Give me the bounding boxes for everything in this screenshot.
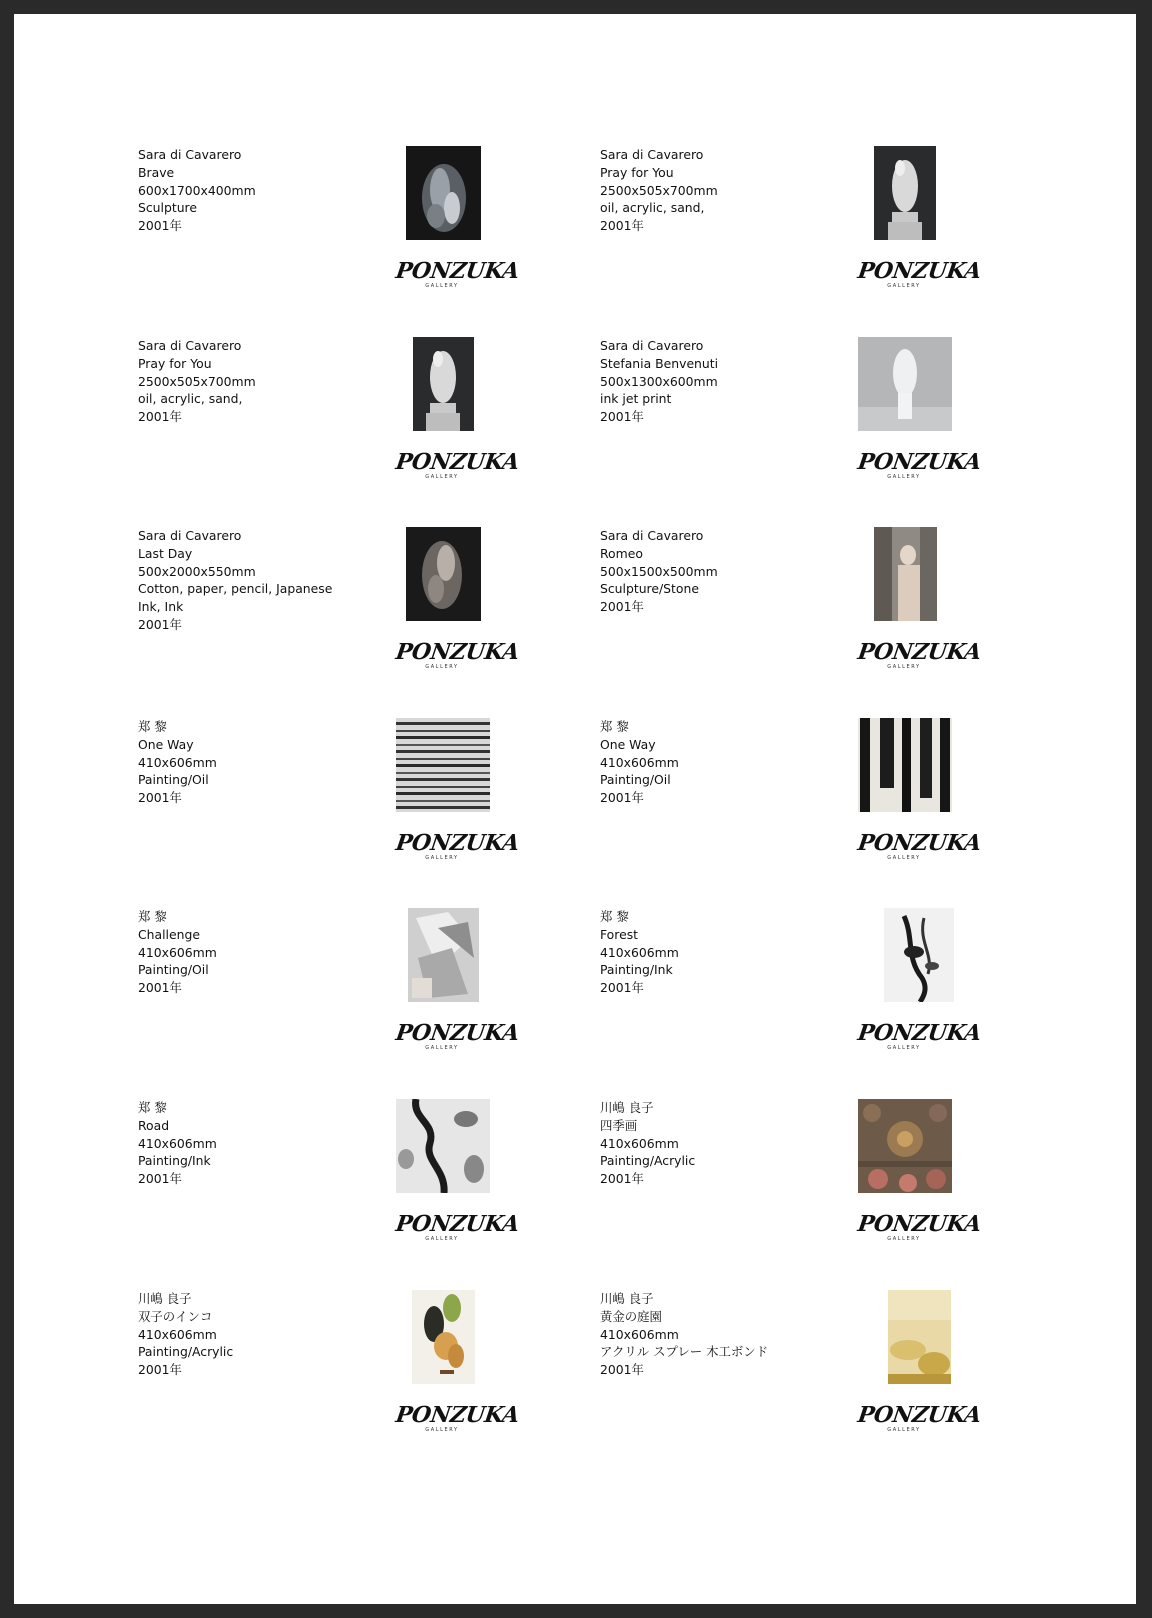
gallery-logo: PONZUKA GALLERY xyxy=(856,830,983,861)
artwork-title: Forest xyxy=(600,926,639,942)
artwork-card xyxy=(138,146,600,306)
artist-name: Sara di Cavarero xyxy=(138,528,242,543)
artwork-year: 2001年 xyxy=(600,1362,644,1378)
artwork-size: 410x606mm xyxy=(600,1326,679,1342)
artwork-size: 2500x505x700mm xyxy=(600,182,718,198)
artwork-medium: Painting/Oil xyxy=(138,962,209,978)
artwork-thumbnail[interactable] xyxy=(874,146,936,240)
artwork-medium: Painting/Acrylic xyxy=(600,1153,696,1169)
artwork-info xyxy=(138,718,338,807)
artwork-card xyxy=(600,146,1062,306)
artwork-title: Pray for You xyxy=(600,164,674,180)
artist-name: Sara di Cavarero xyxy=(138,338,242,353)
artist-name: 郑 黎 xyxy=(600,909,629,924)
artwork-year: 2001年 xyxy=(138,409,182,425)
artwork-card xyxy=(600,527,1062,687)
artwork-thumbnail[interactable] xyxy=(396,718,490,812)
gallery-logo: PONZUKA GALLERY xyxy=(394,639,521,670)
artwork-title: 四季画 xyxy=(600,1117,638,1133)
artist-name: 郑 黎 xyxy=(138,909,167,924)
artist-name: 郑 黎 xyxy=(600,719,629,734)
artwork-info xyxy=(600,146,800,235)
artwork-year: 2001年 xyxy=(600,790,644,806)
artwork-title: Challenge xyxy=(138,926,200,942)
artwork-info xyxy=(138,527,338,634)
gallery-logo: PONZUKA GALLERY xyxy=(856,449,983,480)
artwork-card xyxy=(138,1290,600,1450)
artwork-year: 2001年 xyxy=(138,1362,182,1378)
artwork-info xyxy=(600,718,800,807)
artwork-medium: oil, acrylic, sand, xyxy=(600,200,705,216)
artwork-title: 双子のインコ xyxy=(138,1308,213,1324)
artwork-medium: oil, acrylic, sand, xyxy=(138,391,243,407)
gallery-logo: PONZUKA GALLERY xyxy=(856,1402,983,1433)
artwork-title: Stefania Benvenuti xyxy=(600,355,719,371)
artwork-medium: ink jet print xyxy=(600,391,672,407)
artwork-size: 600x1700x400mm xyxy=(138,182,256,198)
gallery-logo: PONZUKA GALLERY xyxy=(394,449,521,480)
artwork-card xyxy=(600,337,1062,497)
artwork-card xyxy=(138,1099,600,1259)
artwork-size: 410x606mm xyxy=(600,1135,679,1151)
artwork-medium: Sculpture/Stone xyxy=(600,581,699,597)
artwork-card xyxy=(600,1099,1062,1259)
artist-name: 郑 黎 xyxy=(138,719,167,734)
artwork-thumbnail[interactable] xyxy=(396,1099,490,1193)
artwork-title: One Way xyxy=(600,736,656,752)
artwork-thumbnail[interactable] xyxy=(406,527,481,621)
artwork-title: One Way xyxy=(138,736,194,752)
gallery-logo: PONZUKA GALLERY xyxy=(394,1402,521,1433)
artwork-size: 2500x505x700mm xyxy=(138,373,256,389)
artwork-info xyxy=(138,1099,338,1188)
artwork-medium: Painting/Ink xyxy=(138,1153,211,1169)
artwork-year: 2001年 xyxy=(138,1171,182,1187)
gallery-logo: PONZUKA GALLERY xyxy=(394,1211,521,1242)
artist-name: Sara di Cavarero xyxy=(138,147,242,162)
artwork-year: 2001年 xyxy=(138,218,182,234)
gallery-logo: PONZUKA GALLERY xyxy=(856,1020,983,1051)
artwork-year: 2001年 xyxy=(600,1171,644,1187)
artwork-thumbnail[interactable] xyxy=(858,337,952,431)
gallery-logo: PONZUKA GALLERY xyxy=(856,258,983,289)
artist-name: 川嶋 良子 xyxy=(600,1291,654,1306)
artwork-info xyxy=(600,1290,800,1379)
artwork-medium: Painting/Acrylic xyxy=(138,1344,234,1360)
artwork-size: 410x606mm xyxy=(600,944,679,960)
artwork-title: 黄金の庭園 xyxy=(600,1308,662,1324)
artwork-info xyxy=(138,146,338,235)
artwork-thumbnail[interactable] xyxy=(884,908,954,1002)
artwork-card xyxy=(600,718,1062,878)
artwork-thumbnail[interactable] xyxy=(412,1290,475,1384)
gallery-logo: PONZUKA GALLERY xyxy=(394,1020,521,1051)
gallery-logo: PONZUKA GALLERY xyxy=(856,1211,983,1242)
gallery-logo: PONZUKA GALLERY xyxy=(856,639,983,670)
artwork-card xyxy=(600,908,1062,1068)
artwork-year: 2001年 xyxy=(600,218,644,234)
artwork-year: 2001年 xyxy=(138,980,182,996)
artwork-size: 410x606mm xyxy=(138,1135,217,1151)
artist-name: 川嶋 良子 xyxy=(138,1291,192,1306)
artwork-card xyxy=(138,908,600,1068)
artwork-title: Road xyxy=(138,1117,170,1133)
catalog-page xyxy=(14,14,1136,1604)
artwork-medium: Sculpture xyxy=(138,200,197,216)
artwork-thumbnail[interactable] xyxy=(858,1099,952,1193)
artwork-size: 410x606mm xyxy=(138,944,217,960)
artwork-info xyxy=(600,908,800,997)
artwork-size: 410x606mm xyxy=(138,1326,217,1342)
artwork-medium: Painting/Oil xyxy=(600,772,671,788)
artwork-thumbnail[interactable] xyxy=(874,527,937,621)
artwork-medium: Painting/Ink xyxy=(600,962,673,978)
artwork-medium: Painting/Oil xyxy=(138,772,209,788)
artwork-info xyxy=(138,337,338,426)
artwork-year: 2001年 xyxy=(600,409,644,425)
gallery-logo: PONZUKA GALLERY xyxy=(394,258,521,289)
artwork-title: Last Day xyxy=(138,545,193,561)
artwork-info xyxy=(600,1099,800,1188)
artwork-size: 500x2000x550mm xyxy=(138,563,256,579)
artwork-card xyxy=(138,527,600,687)
artwork-medium: アクリル スプレー 木工ボンド xyxy=(600,1344,769,1360)
artwork-size: 410x606mm xyxy=(600,754,679,770)
artwork-size: 410x606mm xyxy=(138,754,217,770)
artist-name: Sara di Cavarero xyxy=(600,338,704,353)
artwork-year: 2001年 xyxy=(138,616,182,632)
artwork-card xyxy=(138,337,600,497)
artwork-thumbnail[interactable] xyxy=(408,908,479,1002)
artist-name: Sara di Cavarero xyxy=(600,528,704,543)
artwork-thumbnail[interactable] xyxy=(413,337,474,431)
artwork-year: 2001年 xyxy=(600,980,644,996)
artwork-info xyxy=(138,1290,338,1379)
artwork-size: 500x1300x600mm xyxy=(600,373,718,389)
artwork-info xyxy=(600,337,800,426)
artwork-thumbnail[interactable] xyxy=(888,1290,951,1384)
artwork-info xyxy=(600,527,800,616)
artwork-medium: Cotton, paper, pencil, Japanese Ink, Ink xyxy=(138,581,333,615)
artwork-thumbnail[interactable] xyxy=(858,718,952,812)
artwork-year: 2001年 xyxy=(138,790,182,806)
artwork-title: Brave xyxy=(138,164,175,180)
artwork-thumbnail[interactable] xyxy=(406,146,481,240)
artwork-size: 500x1500x500mm xyxy=(600,563,718,579)
artist-name: 郑 黎 xyxy=(138,1100,167,1115)
artwork-title: Romeo xyxy=(600,545,643,561)
artwork-card xyxy=(600,1290,1062,1450)
artwork-info xyxy=(138,908,338,997)
gallery-logo: PONZUKA GALLERY xyxy=(394,830,521,861)
artwork-title: Pray for You xyxy=(138,355,212,371)
artwork-year: 2001年 xyxy=(600,599,644,615)
artist-name: 川嶋 良子 xyxy=(600,1100,654,1115)
artist-name: Sara di Cavarero xyxy=(600,147,704,162)
artwork-card xyxy=(138,718,600,878)
